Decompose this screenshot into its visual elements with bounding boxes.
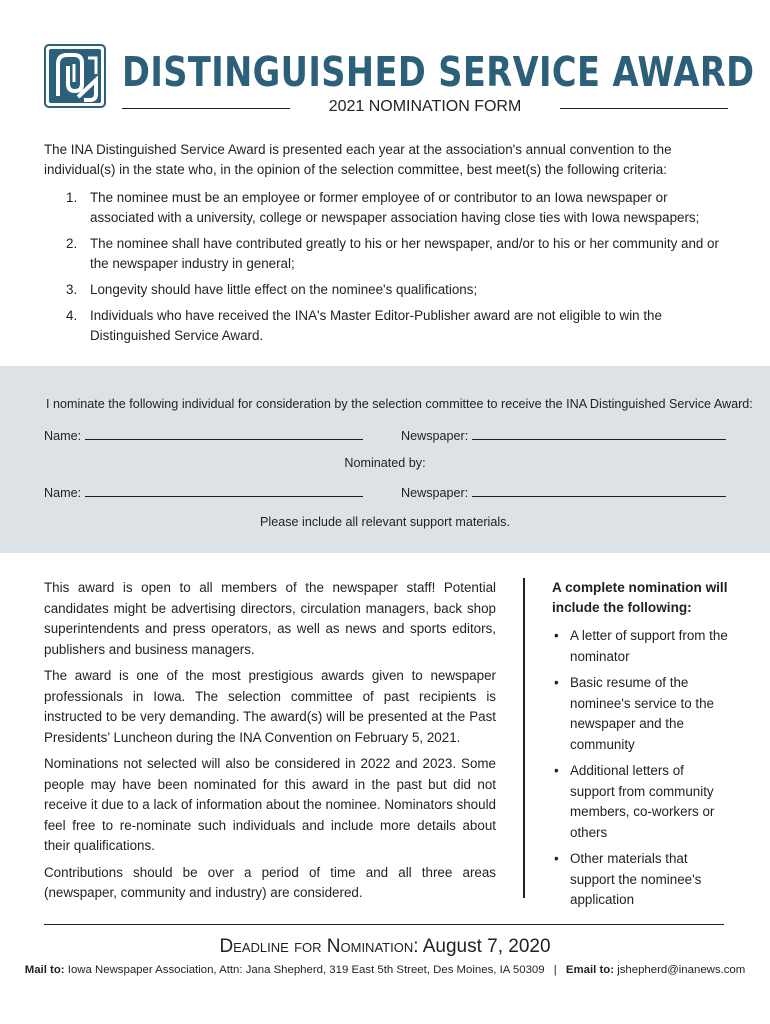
requirements-sidebar	[552, 578, 732, 917]
criteria-number: 1.	[66, 190, 78, 205]
criteria-number: 2.	[66, 236, 78, 251]
criteria-number: 3.	[66, 282, 78, 297]
requirement-text: Basic resume of the nominee's service to the newspaper and the community	[570, 675, 714, 752]
contact-line	[0, 964, 770, 976]
email-label: Email to:	[565, 964, 615, 976]
requirements-heading: A complete nomination will include the following:	[552, 580, 728, 615]
subtitle-rule-right	[560, 108, 728, 109]
footer-divider	[44, 924, 724, 925]
requirements-list	[552, 626, 732, 911]
page-subtitle: 2021 NOMINATION FORM	[328, 98, 522, 115]
bullet-icon: •	[554, 675, 559, 690]
award-info-column	[44, 578, 496, 910]
ina-logo-icon	[44, 44, 106, 108]
requirement-item	[552, 849, 732, 911]
intro-paragraph: The INA Distinguished Service Award is presented each year at the association's annual convention to the individual(s) in the state who, in the opinion of the selection committee, best meet(s) the following criteria:	[44, 142, 672, 177]
nominee-name-input[interactable]	[85, 428, 363, 440]
criteria-list	[66, 188, 728, 352]
nominee-newspaper-field	[401, 428, 726, 443]
requirement-item	[552, 673, 732, 755]
bullet-icon: •	[554, 763, 559, 778]
info-paragraph: The award is one of the most prestigious awards given to newspaper professionals in Iowa. The selection committee of past recipients is instructed to be very demanding. The award(s) will be presented at the Past Presidents’ Luncheon during the INA Convention on February 5, 2021.	[44, 668, 496, 745]
requirement-text: A letter of support from the nominator	[570, 628, 728, 664]
criteria-text: Individuals who have received the INA's Master Editor-Publisher award are not eligible to win the Distinguished Service Award.	[90, 308, 662, 343]
deadline-line	[0, 936, 770, 958]
criteria-text: Longevity should have little effect on the nominee's qualifications;	[90, 282, 478, 297]
email-address[interactable]: jshepherd@inanews.com	[617, 964, 746, 976]
requirement-text: Additional letters of support from community members, co-workers or others	[570, 763, 715, 840]
nominator-name-label: Name:	[44, 486, 82, 500]
nominee-newspaper-label: Newspaper:	[401, 429, 469, 443]
nominee-name-field	[44, 428, 363, 443]
nomination-form-panel	[0, 366, 770, 553]
bullet-icon: •	[554, 851, 559, 866]
info-paragraph: Contributions should be over a period of time and all three areas (newspaper, community and industry) are considered.	[44, 864, 496, 900]
criteria-text: The nominee must be an employee or former employee of or contributor to an Iowa newspaper or associated with a university, college or newspaper association having close ties with Iowa newspapers;	[90, 190, 700, 225]
page-title: DISTINGUISHED SERVICE AWARD	[122, 48, 755, 96]
nominator-name-field	[44, 485, 363, 500]
criteria-text: The nominee shall have contributed greatly to his or her newspaper, and/or to his or her community and or the newspaper industry in general;	[90, 236, 719, 271]
deadline-label: Deadline for Nomination:	[219, 936, 419, 957]
mail-label: Mail to:	[24, 964, 65, 976]
requirement-item	[552, 761, 732, 843]
header	[44, 44, 755, 124]
nominator-name-input[interactable]	[85, 485, 363, 497]
requirement-item	[552, 626, 732, 667]
info-paragraph: This award is open to all members of the newspaper staff! Potential candidates might be advertising directors, circulation managers, back shop superintendents and press operators, as well as news and sports editors, publishers and business managers.	[44, 580, 496, 657]
criteria-item	[66, 234, 728, 274]
nominator-newspaper-label: Newspaper:	[401, 486, 469, 500]
criteria-item	[66, 280, 728, 300]
info-paragraph: Nominations not selected will also be considered in 2022 and 2023. Some people may have been nominated for this award in the past but did not receive it due to a lack of information about the nominee. Nominators should feel free to re-nominate such individuals and include more details about their qualifications.	[44, 756, 496, 853]
nomination-statement: I nominate the following individual for consideration by the selection committee to receive the INA Distinguished Service Award:	[46, 397, 753, 411]
nominee-newspaper-input[interactable]	[472, 428, 726, 440]
criteria-item	[66, 188, 728, 228]
column-divider	[523, 578, 525, 898]
criteria-item	[66, 306, 728, 346]
support-materials-note: Please include all relevant support materials.	[260, 515, 510, 529]
criteria-number: 4.	[66, 308, 78, 323]
nominator-newspaper-field	[401, 485, 726, 500]
subtitle-row	[122, 98, 728, 118]
nominator-newspaper-input[interactable]	[472, 485, 726, 497]
nominee-name-label: Name:	[44, 429, 82, 443]
nominated-by-label: Nominated by:	[344, 456, 426, 470]
contact-separator: |	[553, 964, 557, 976]
deadline-date: August 7, 2020	[422, 936, 551, 957]
mail-address: Iowa Newspaper Association, Attn: Jana Shepherd, 319 East 5th Street, Des Moines, IA 50309	[67, 964, 545, 976]
subtitle-rule-left	[122, 108, 290, 109]
bullet-icon: •	[554, 628, 559, 643]
requirement-text: Other materials that support the nominee's application	[570, 851, 702, 907]
